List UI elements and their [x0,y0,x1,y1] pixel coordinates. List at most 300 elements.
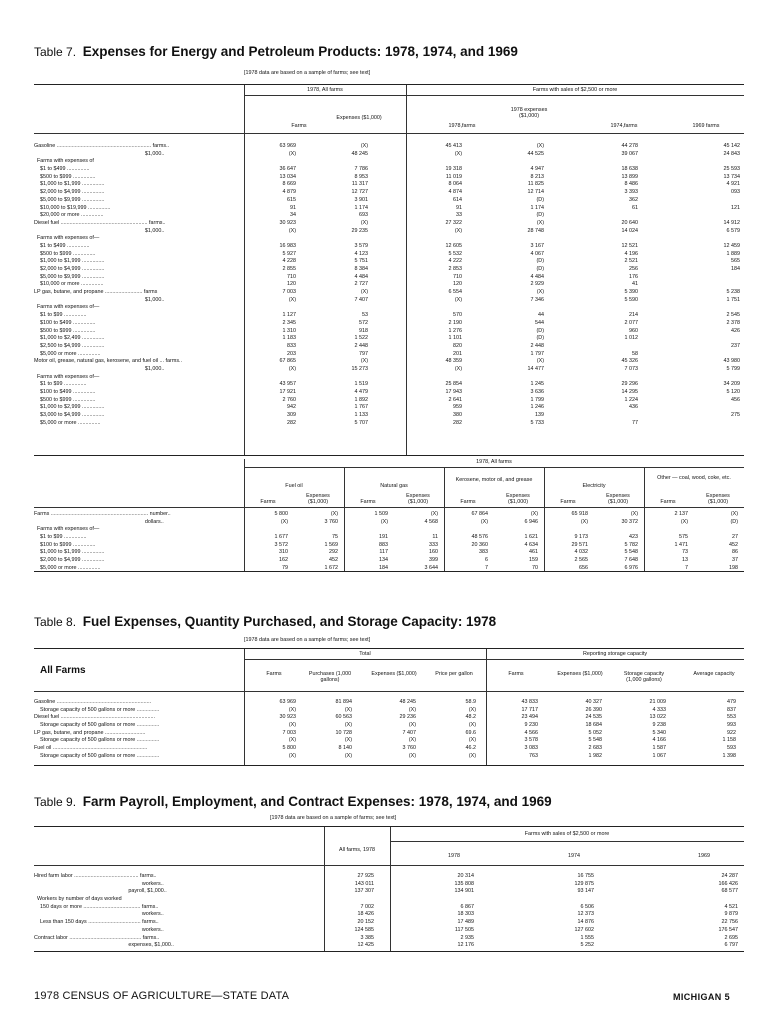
t7b-h-exp-3: Expenses ($1,000) [506,493,530,506]
t7-label-29: $1,000.. [34,365,165,372]
t8-col-1-cell-6: 8 140 [338,745,352,752]
t8-col-1-cell-7: (X) [344,752,352,759]
t7-label-33: $500 to $999 ............... [34,396,96,403]
t7b-col-1 [298,511,338,573]
t7b-label-1: dollars.. [34,518,164,525]
t7-label-7: $5,000 to $9,999 ............... [34,196,105,203]
t7b-col-4-cell-3: 48 576 [471,534,488,541]
t7b-label-2: Farms with expenses of— [34,526,100,533]
t9-label-2: payroll, $1,000.. [34,888,167,895]
t7-c4-cell-3: 4 947 [530,166,544,173]
t7-c3-cell-28: 48 359 [445,358,462,365]
t8-col-7-cell-4: 922 [727,729,736,736]
t7-c6-cell-14: 1 889 [726,250,740,257]
t7-c2-cell-33: 1 892 [354,396,368,403]
t7b-label-7: $5,000 or more ............... [34,564,101,571]
t7-c2-cell-34: 1 767 [354,404,368,411]
t7-c2-cell-2 [332,158,368,166]
t7-c1-cell-22: 1 127 [282,312,296,319]
t8-label-3: Storage capacity of 500 gallons or more ............... [34,722,160,729]
t7b-label-0: Farms ................................................................. number.. [34,511,171,517]
t7-c6-cell-16: 184 [731,266,740,272]
t7-c4-cell-5: 11 825 [527,181,544,188]
t7-c6-cell-0: 45 142 [723,143,740,149]
t7-c2-cell-28: (X) [360,358,368,365]
t7-label-0: Gasoline ............................................................... farms.. [34,143,170,149]
t7b-col-8-cell-6: 13 [682,557,688,564]
t8-col-3-cell-5: (X) [468,737,476,744]
t7-col-farms [260,143,296,427]
t9-col-1969 [698,873,738,950]
t7-label-1: $1,000.. [34,150,165,157]
t8-col-1-cell-3: (X) [344,722,352,729]
t9-c2-cell-3 [434,896,474,904]
t7-c4-cell-10: (X) [536,219,544,226]
t7-c4-cell-28: (X) [536,358,544,365]
t7-c3-cell-30 [426,374,462,382]
t7b-col-3-cell-2 [398,526,438,534]
t7-col-1978farms [426,143,462,427]
t7b-col-1-cell-6: 452 [329,557,338,564]
t7-c5-cell-2 [602,158,638,166]
t7-c3-cell-18: 120 [453,281,462,288]
t7b-col-7-cell-6: 7 648 [624,557,638,564]
t7-c3-cell-17: 710 [453,273,462,280]
t7-c5-cell-35 [602,412,638,420]
t7-c6-cell-9 [700,212,740,220]
t7-c3-cell-8: 91 [456,204,462,211]
t7-c1-cell-16: 2 855 [282,266,296,272]
t7-label-20: $1,000.. [34,296,165,303]
t7-c5-cell-4: 13 899 [621,173,638,180]
t9-c1-cell-0: 27 925 [357,873,374,879]
t9-label-1: workers.. [34,880,164,887]
t8-head-5: Expenses ($1,000) [557,671,603,677]
t9-label-8: Contract labor ................................................ farms.. [34,934,160,941]
t8-head-2: Expenses ($1,000) [371,671,417,677]
t8-col-0 [252,699,296,761]
t7-c2-cell-25: 1 522 [354,335,368,342]
t7-c6-cell-30 [700,374,740,382]
t8-col-2-cell-1: (X) [408,706,416,713]
t7-c4-cell-8: 1 174 [530,204,544,211]
t7-c5-cell-9 [602,212,638,220]
t8-col-4 [494,699,538,761]
t7-c5-cell-33: 1 224 [624,396,638,403]
t7b-h-fueloil: Fuel oil [285,483,303,489]
t7b-col-4-cell-4: 20 360 [471,541,488,548]
t7-c1-cell-12 [260,235,296,243]
t7-h-farms: Farms [291,123,307,129]
t7b-col-6-cell-7: 656 [579,564,588,571]
t7b-col-3-cell-6: 399 [429,557,438,564]
t7-c4-cell-9: (D) [536,212,544,219]
t7-c4-cell-31: 1 245 [530,381,544,388]
t7-c6-cell-31: 34 209 [723,381,740,388]
footer-right: MICHIGAN 5 [672,992,730,1002]
t8-h-total: Total [359,651,371,657]
t9-col-1978 [434,873,474,950]
t7-c3-cell-29: (X) [454,365,462,372]
t7-c2-cell-30 [332,374,368,382]
t7-c2-cell-16: 8 384 [354,266,368,272]
t7-c5-cell-26 [602,343,638,351]
t7-c3-cell-12 [426,235,462,243]
t7b-col-6-cell-0: 65 918 [571,511,588,517]
t7-c1-cell-5: 8 669 [282,181,296,188]
t8-col-0-cell-4: 7 003 [282,729,296,736]
t8-allfarms: All Farms [40,665,86,676]
t7-c5-cell-23: 2 077 [624,319,638,326]
t7-c1-cell-13: 16 983 [279,242,296,249]
t7b-col-1-cell-1: 3 760 [324,518,338,525]
t7-c6-cell-34 [700,404,740,412]
t7b-col-7-cell-0: (X) [630,511,638,517]
t7-h-1969: 1969 farms [692,123,720,129]
t7-c3-cell-20: (X) [454,296,462,303]
t7-c4-cell-17: 4 484 [530,273,544,280]
t7-c3-cell-19: 6 554 [448,289,462,296]
t8-col-7-cell-3: 993 [727,722,736,729]
t9-c1-cell-5: 18 426 [357,911,374,918]
t8-col-2-cell-7: (X) [408,752,416,759]
t9-label-0: Hired farm labor ........................................... farms.. [34,873,157,879]
t8-col-5-cell-2: 24 535 [585,714,602,721]
t8-col-1-cell-0: 81 894 [335,699,352,705]
t7b-col-4-cell-5: 383 [479,549,488,556]
t8-col-4-cell-1: 17 717 [521,706,538,713]
t7-c3-cell-16: 2 853 [448,266,462,272]
t7b-col-0-cell-6: 162 [279,557,288,564]
t9-c3-cell-6: 14 876 [577,919,594,926]
t8-col-1-cell-1: (X) [344,706,352,713]
t7-label-14: $500 to $999 ............... [34,250,96,257]
t7b-col-2-cell-6: 134 [379,557,388,564]
t7-c6-cell-18 [700,281,740,289]
t7-c6-cell-11: 6 579 [726,227,740,234]
t7-c1-cell-34: 942 [287,404,296,411]
t7b-col-8-cell-0: 2 137 [674,511,688,517]
t7-h-1978exp: 1978 expenses ($1,000) [510,107,548,120]
t7-c5-cell-16: 256 [629,266,638,272]
t7b-h-farms-4: Farms [560,499,576,505]
t7b-col-3-cell-3: 11 [432,534,438,541]
t7-c5-cell-19: 5 390 [624,289,638,296]
t7-c1-cell-26: 833 [287,342,296,349]
t7-c2-cell-10: (X) [360,219,368,226]
t7-c2-cell-0: (X) [360,143,368,149]
t9-col-all [334,873,374,950]
t8-col-4-cell-5: 3 578 [524,737,538,744]
t7-c6-cell-27 [700,351,740,359]
t8-col-1-cell-2: 60 563 [335,714,352,721]
t8-col-3-cell-2: 48.2 [465,714,476,721]
t7-c4-cell-26: 2 448 [530,342,544,349]
t7b-col-3-cell-4: 333 [429,541,438,548]
t7-c6-cell-23: 2 378 [726,319,740,326]
t7-label-19: LP gas, butane, and propane ......................... farms [34,289,158,296]
t7-label-2: Farms with expenses of [34,158,94,165]
t8-col-6-cell-3: 9 238 [652,722,666,729]
t9-h-sales: Farms with sales of $2,500 or more [524,831,610,837]
t7-label-23: $100 to $499 ............... [34,319,96,326]
t7b-col-5-cell-2 [498,526,538,534]
t7-c1-cell-14: 5 927 [282,250,296,257]
t9-c2-cell-7: 117 505 [454,926,474,933]
t8-col-4-cell-4: 4 566 [524,729,538,736]
t7-c4-cell-15: (D) [536,258,544,265]
t7b-col-6 [548,511,588,573]
t7b-col-6-cell-3: 9 173 [574,534,588,541]
t7-label-32: $100 to $499 ............... [34,389,96,395]
t7-c5-cell-14: 4 196 [624,250,638,257]
t7-c5-cell-36: 77 [632,419,638,426]
t9-c4-cell-9: 6 797 [724,942,738,949]
t8-col-5-cell-4: 5 052 [588,729,602,736]
t7b-col-0 [248,511,288,573]
t7b-h-farms-3: Farms [460,499,476,505]
t7b-col-4-cell-6: 6 [485,557,488,564]
t7b-col-7-cell-5: 5 548 [624,549,638,556]
t7-label-12: Farms with expenses of— [34,235,100,242]
table9-note: [1978 data are based on a sample of farms; see text] [270,815,397,821]
t7-c1-cell-11: (X) [288,227,296,234]
t8-col-3-cell-4: 69.6 [465,729,476,736]
t8-label-4: LP gas, butane, and propane ........................... [34,729,146,736]
t8-col-0-cell-0: 63 969 [279,699,296,705]
t7b-col-0-cell-0: 5 800 [274,511,288,517]
table7-note: [1978 data are based on a sample of farms; see text] [244,70,371,76]
t7-label-15: $1,000 to $1,999 ............... [34,258,105,265]
t7b-col-5-cell-6: 159 [529,557,538,564]
t8-col-6-cell-5: 4 166 [652,737,666,744]
t7-c5-cell-17: 176 [629,273,638,280]
t9-c2-cell-5: 18 303 [457,911,474,918]
t7-h-1978farms: 1978,farms [448,123,476,129]
t7-c6-cell-12 [700,235,740,243]
t7-label-5: $1,000 to $1,999 ............... [34,181,105,188]
t7b-label-6: $2,000 to $4,999 ............... [34,557,105,564]
t7-c5-cell-31: 29 296 [621,381,638,388]
t7-c6-cell-5: 4 921 [726,181,740,188]
t8-label-5: Storage capacity of 500 gallons or more ............... [34,737,160,744]
t7-c1-cell-18: 120 [287,281,296,288]
t9-col-1974 [554,873,594,950]
t8-col-0-cell-2: 30 923 [279,714,296,721]
t7-c4-cell-12 [508,235,544,243]
table7-heading: Expenses for Energy and Petroleum Products: 1978, 1974, and 1969 [82,44,518,59]
t8-col-2-cell-4: 7 407 [402,729,416,736]
t7-c2-cell-12 [332,235,368,243]
t7b-col-2 [348,511,388,573]
t9-c3-cell-7: 127 602 [574,926,594,933]
t7-c5-cell-34: 436 [629,404,638,411]
t7-c6-cell-33: 456 [731,396,740,403]
t7-c6-cell-15: 565 [731,258,740,265]
t7-c2-cell-19: (X) [360,289,368,296]
t7-c4-cell-4: 8 213 [530,173,544,180]
t7-c3-cell-25: 1 101 [448,335,462,342]
t7-c1-cell-35: 309 [287,412,296,419]
t9-c4-cell-5: 9 879 [724,911,738,918]
t7-c2-cell-8: 1 174 [354,204,368,211]
t7-label-26: $2,500 to $4,999 ............... [34,342,105,349]
t7-c5-cell-21 [602,304,638,312]
t7-c6-cell-25 [700,335,740,343]
t7-c3-cell-34: 959 [453,404,462,411]
t7-label-11: $1,000.. [34,227,165,234]
t7b-col-8 [648,511,688,573]
t7b-col-3-cell-7: 3 644 [424,564,438,571]
t7-label-6: $2,000 to $4,999 ............... [34,189,105,196]
t9-c2-cell-9: 12 176 [457,942,474,949]
t7-c1-cell-25: 1 183 [282,335,296,342]
t7-c1-cell-24: 1 310 [282,327,296,334]
t7-c4-cell-0: (X) [536,143,544,149]
t8-label-6: Fuel oil ............................................................... [34,745,148,752]
table7-continued [34,459,744,572]
t7-c3-cell-11: (X) [454,227,462,234]
t9-c4-cell-6: 22 756 [721,919,738,926]
t9-c4-cell-1: 166 426 [718,880,738,887]
t8-col-7-cell-0: 479 [727,699,736,705]
t7-c6-cell-19: 5 238 [726,289,740,296]
t9-c1-cell-3 [334,896,374,904]
t7-c1-cell-27: 203 [287,350,296,357]
t8-col-6-cell-0: 21 009 [649,699,666,705]
t7-c1-cell-17: 710 [287,273,296,280]
t9-label-9: expenses, $1,000.. [34,942,174,949]
t7b-col-6-cell-1: (X) [580,518,588,525]
t7-c4-cell-21 [508,304,544,312]
t7-c1-cell-4: 13 034 [279,173,296,180]
t7-c2-cell-3: 7 786 [354,166,368,173]
t7-c6-cell-24: 426 [731,327,740,334]
t9-c3-cell-2: 93 147 [577,888,594,895]
t7-c3-cell-9: 33 [456,212,462,219]
t8-col-0-cell-3: (X) [288,722,296,729]
t8-col-2-cell-5: (X) [408,737,416,744]
t7-c4-cell-1: 44 525 [527,150,544,157]
t8-col-0-cell-7: (X) [288,752,296,759]
t9-c2-cell-6: 17 489 [457,919,474,926]
t7-c3-cell-31: 25 854 [445,381,462,388]
t7-c5-cell-8: 61 [632,204,638,211]
t7-c6-cell-35: 275 [731,412,740,419]
t7b-col-0-cell-7: 79 [282,564,288,571]
t7-h-1974: 1974,farms [610,123,638,129]
t8-col-2-cell-0: 48 245 [399,699,416,705]
t7-c3-cell-4: 11 019 [445,173,462,180]
t7-c3-cell-3: 19 318 [445,166,462,173]
t8-head-3: Price per gallon [435,671,473,677]
t7b-col-0-cell-5: 310 [279,549,288,556]
t7b-col-8-cell-7: 7 [685,564,688,571]
t7b-h-exp-5: Expenses ($1,000) [706,493,730,506]
t7b-col-4-cell-7: 7 [485,564,488,571]
t7b-col-2-cell-0: 1 509 [374,511,388,517]
t7-c3-cell-0: 45 413 [445,143,462,149]
t7b-h-farms-5: Farms [660,499,676,505]
t7b-col-4 [448,511,488,573]
t7-c4-cell-32: 3 636 [530,389,544,395]
t7-label-10: Diesel fuel .......................................................... farms.. [34,219,166,226]
t7-c3-cell-1: (X) [454,150,462,157]
t9-label-5: workers.. [34,911,164,918]
t8-col-3-cell-0: 58.9 [465,699,476,705]
t9-c4-cell-8: 2 695 [724,934,738,941]
t7-c1-cell-3: 36 647 [279,166,296,173]
t7-c1-cell-8: 91 [290,204,296,211]
t7b-col-5-cell-5: 461 [529,549,538,556]
t7-c2-cell-31: 1 519 [354,381,368,388]
t8-col-3-cell-7: (X) [468,752,476,759]
t7-label-13: $1 to $499 ............... [34,242,90,249]
t7b-h-other: Other — coal, wood, coke, etc. [657,475,731,481]
t8-col-7 [692,699,736,761]
t7b-col-9-cell-4: 452 [729,541,738,548]
t8-col-3-cell-6: 46.2 [465,745,476,752]
t9-c1-cell-9: 12 425 [357,942,374,949]
t7-c1-cell-2 [260,158,296,166]
t7-c3-cell-33: 2 641 [448,396,462,403]
t8-head-0: Farms [266,671,282,677]
t7-c4-cell-22: 44 [538,312,544,319]
t7b-col-6-cell-5: 4 032 [574,549,588,556]
t8-col-2-cell-6: 3 760 [402,745,416,752]
t7b-col-8-cell-5: 73 [682,549,688,556]
t7-c6-cell-6: 093 [731,189,740,196]
t7b-col-9 [698,511,738,573]
t7-c1-cell-19: 7 003 [282,289,296,296]
t7-c4-cell-14: 4 067 [530,250,544,257]
t7-label-25: $1,000 to $2,499 ............... [34,335,105,342]
t9-label-4: 150 days or more ...................................... farms.. [34,903,159,910]
t7-c5-cell-28: 45 326 [621,358,638,365]
t7-c1-cell-30 [260,374,296,382]
t7b-col-7-cell-2 [598,526,638,534]
t8-col-7-cell-2: 553 [727,714,736,721]
t7-c3-cell-36: 282 [453,419,462,426]
t7-c3-cell-26: 820 [453,342,462,349]
t7b-col-3-cell-0: (X) [430,511,438,517]
t8-col-4-cell-2: 23 494 [521,714,538,721]
t7b-col-8-cell-3: 575 [679,534,688,541]
t7b-col-8-cell-2 [648,526,688,534]
t9-label-7: workers.. [34,926,164,933]
t8-col-4-cell-7: 763 [529,752,538,759]
t7-c1-cell-23: 2 345 [282,319,296,326]
t7-c2-cell-27: 797 [359,350,368,357]
t7-c3-cell-22: 570 [453,312,462,319]
t8-h-reporting: Reporting storage capacity [582,651,648,657]
t7-c2-cell-23: 572 [359,319,368,326]
t7-c3-cell-15: 4 222 [448,258,462,265]
t7-label-30: Farms with expenses of— [34,373,100,380]
t7-c4-cell-29: 14 477 [527,365,544,372]
t8-col-6-cell-6: 1 587 [652,745,666,752]
t7-c1-cell-6: 4 879 [282,189,296,196]
t8-head-6: Storage capacity (1,000 gallons) [623,671,665,684]
t7-c5-cell-32: 14 295 [621,389,638,395]
t8-col-0-cell-5: (X) [288,737,296,744]
t8-col-3 [432,699,476,761]
t7-c6-cell-20: 1 751 [726,296,740,303]
t7-c4-cell-34: 1 246 [530,404,544,411]
t9-c4-cell-3 [698,896,738,904]
t8-head-7: Average capacity [693,671,735,677]
t7b-h-elec: Electricity [582,483,606,489]
